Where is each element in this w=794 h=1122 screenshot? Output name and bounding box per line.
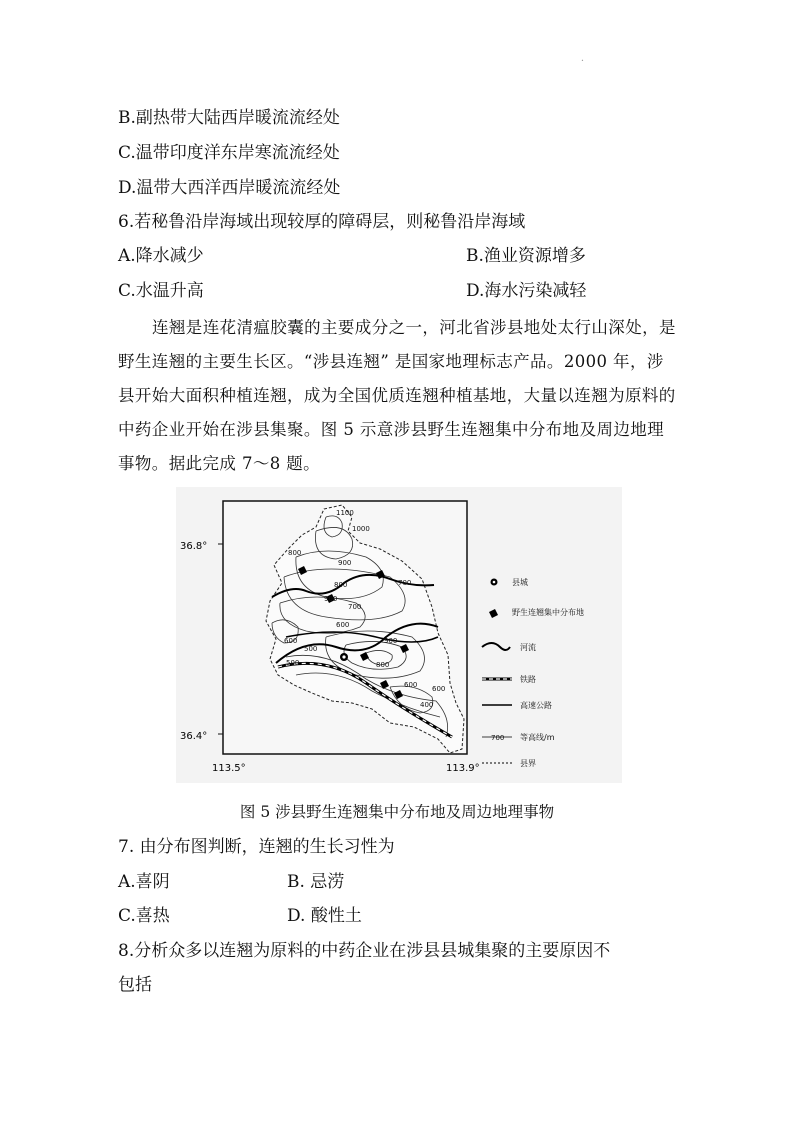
q6-option-c: C.水温升高 bbox=[118, 281, 204, 301]
svg-text:600: 600 bbox=[284, 637, 298, 645]
q6-option-d: D.海水污染减轻 bbox=[466, 281, 587, 301]
svg-text:900: 900 bbox=[384, 637, 398, 645]
q7-option-b: B. 忌涝 bbox=[287, 872, 345, 892]
lat-bottom-label: 36.4° bbox=[180, 731, 208, 742]
legend-river: 河流 bbox=[520, 643, 536, 652]
lat-top-label: 36.8° bbox=[180, 541, 208, 552]
legend-contour-sample: 700 bbox=[491, 734, 505, 742]
legend-county-town: 县城 bbox=[512, 578, 528, 587]
legend-boundary: 县界 bbox=[520, 759, 536, 768]
q8-stem-line2: 包括 bbox=[118, 975, 152, 995]
figure-caption: 图 5 涉县野生连翘集中分布地及周边地理事物 bbox=[239, 803, 555, 821]
svg-text:900: 900 bbox=[324, 595, 338, 603]
svg-text:500: 500 bbox=[286, 659, 300, 667]
q5-option-b: B.副热带大陆西岸暖流流经处 bbox=[118, 108, 340, 128]
legend-river-icon bbox=[482, 643, 510, 650]
corner-mark: · bbox=[580, 56, 584, 67]
passage: 连翘是连花清瘟胶囊的主要成分之一，河北省涉县地处太行山深处，是野生连翘的主要生长区。“涉县连翘” 是国家地理标志产品。2000 年，涉县开始大面积种植连翘，成为全国优质连翘种植基地，大量以连翘为原料的中药企业开始在涉县集聚。图 5 示意涉县野生连翘集中分布地及周边地理事物。据此完成 7～8 题。 bbox=[118, 318, 676, 473]
q5-option-d: D.温带大西洋西岸暖流流经处 bbox=[118, 178, 341, 198]
svg-text:500: 500 bbox=[304, 645, 318, 653]
svg-text:400: 400 bbox=[420, 701, 434, 709]
map-svg bbox=[176, 487, 622, 783]
lon-left-label: 113.5° bbox=[212, 763, 246, 774]
legend-railway: 铁路 bbox=[520, 675, 536, 684]
svg-text:1000: 1000 bbox=[352, 525, 370, 533]
svg-text:700: 700 bbox=[348, 603, 362, 611]
q5-option-c: C.温带印度洋东岸寒流流经处 bbox=[118, 143, 340, 163]
svg-text:1100: 1100 bbox=[336, 509, 354, 517]
svg-text:800: 800 bbox=[376, 661, 390, 669]
svg-text:900: 900 bbox=[338, 559, 352, 567]
svg-text:600: 600 bbox=[404, 681, 418, 689]
q7-option-d: D. 酸性土 bbox=[287, 906, 362, 926]
map-figure bbox=[176, 487, 622, 783]
lon-right-label: 113.9° bbox=[446, 763, 480, 774]
q8-stem-line1: 8.分析众多以连翘为原料的中药企业在涉县县城集聚的主要原因不 bbox=[118, 941, 611, 961]
svg-text:700: 700 bbox=[398, 579, 412, 587]
q7-stem: 7. 由分布图判断，连翘的生长习性为 bbox=[118, 837, 395, 857]
legend-contour: 等高线/m bbox=[520, 733, 555, 742]
legend-forsythia-icon bbox=[489, 609, 498, 618]
svg-text:600: 600 bbox=[336, 621, 350, 629]
svg-text:800: 800 bbox=[288, 549, 302, 557]
svg-text:800: 800 bbox=[334, 581, 348, 589]
svg-text:600: 600 bbox=[432, 685, 446, 693]
q6-option-b: B.渔业资源增多 bbox=[466, 246, 586, 266]
q7-option-a: A.喜阴 bbox=[118, 872, 170, 892]
q7-option-c: C.喜热 bbox=[118, 906, 170, 926]
map-legend bbox=[482, 577, 584, 768]
legend-forsythia: 野生连翘集中分布地 bbox=[512, 608, 584, 617]
legend-highway: 高速公路 bbox=[520, 701, 552, 710]
q6-stem: 6.若秘鲁沿岸海域出现较厚的障碍层，则秘鲁沿岸海域 bbox=[118, 212, 526, 232]
q6-option-a: A.降水减少 bbox=[118, 246, 204, 266]
